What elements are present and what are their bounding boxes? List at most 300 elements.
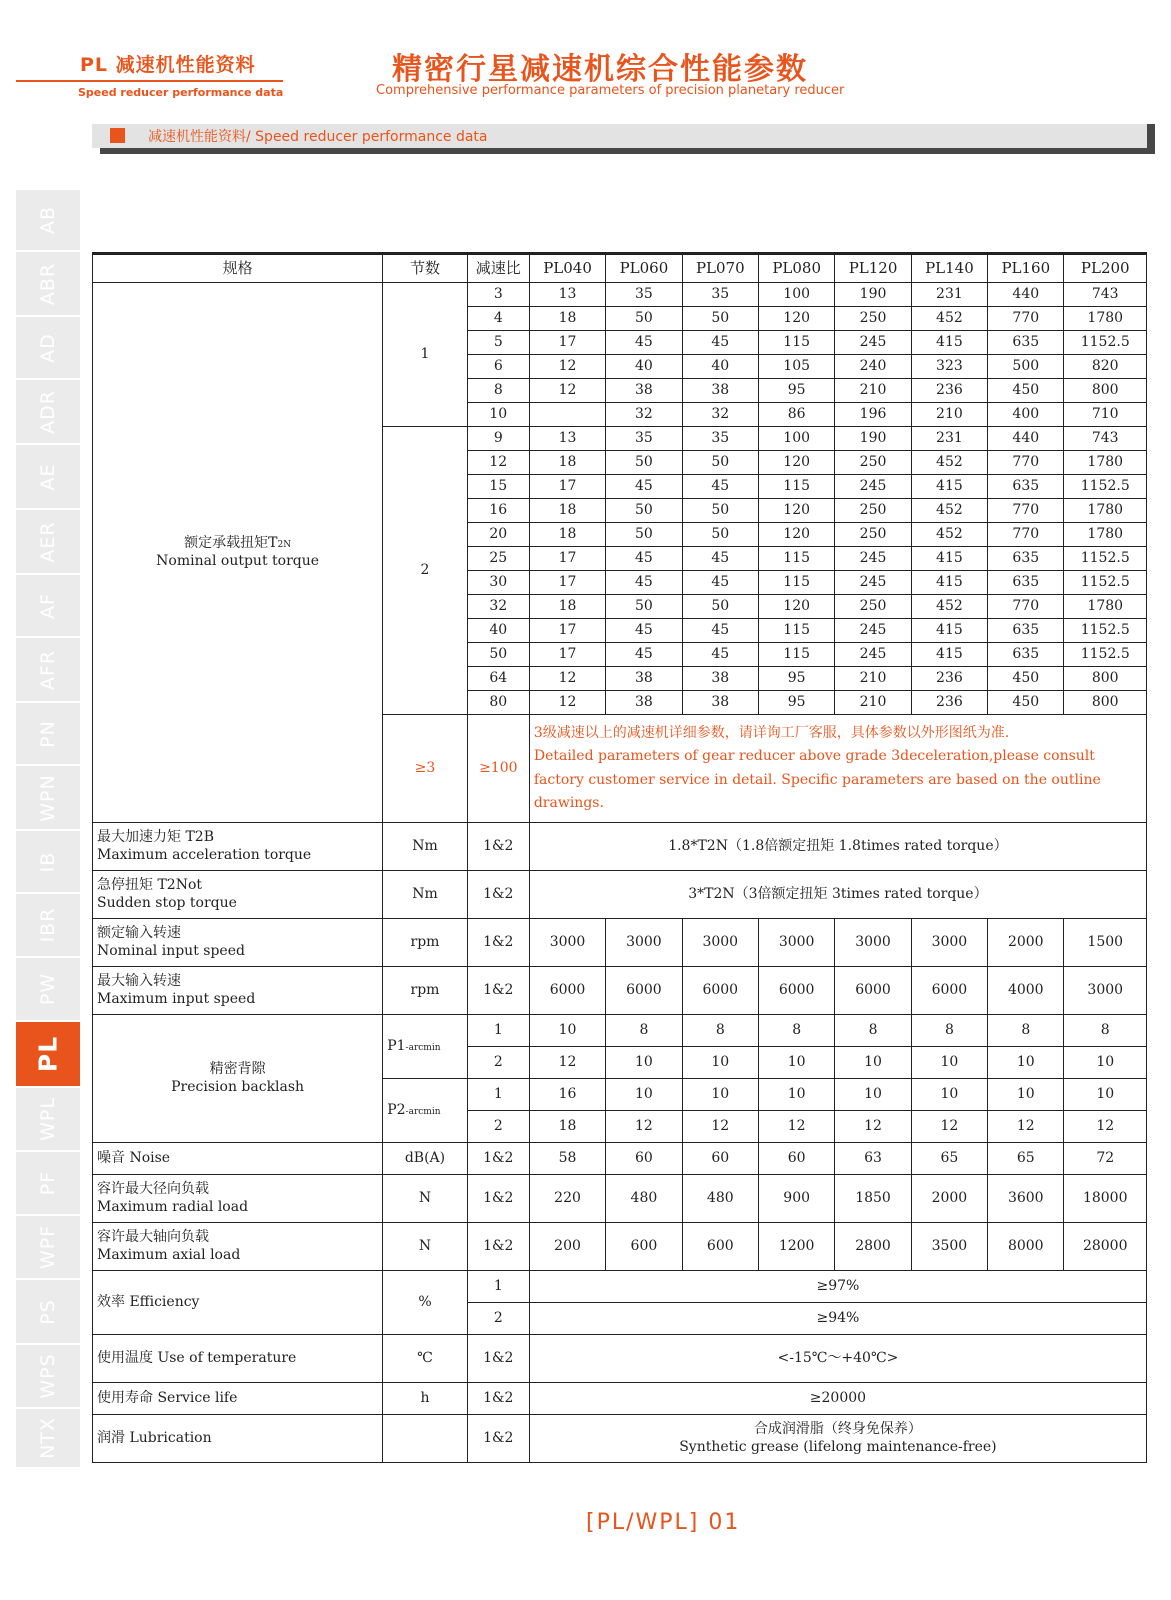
side-tab-ab[interactable] (16, 190, 80, 252)
speed-value: 1500 (1064, 919, 1147, 967)
speed-value: 6000 (606, 967, 682, 1015)
noise-value: 65 (911, 1143, 987, 1175)
load-value: 900 (758, 1175, 834, 1223)
ratio-cell: 5 (467, 331, 529, 355)
side-tab-ad[interactable] (16, 317, 80, 380)
side-tab-label: NTX (37, 1417, 59, 1459)
torque-value: 18 (529, 499, 605, 523)
stage-cell: 1&2 (467, 1383, 529, 1415)
torque-value: 743 (1064, 427, 1147, 451)
row-label (93, 823, 383, 871)
side-tab-pl[interactable] (16, 1022, 80, 1088)
speed-value: 2000 (988, 919, 1064, 967)
load-value: 28000 (1064, 1223, 1147, 1271)
stage-cell: 1&2 (467, 1223, 529, 1271)
backlash-value: 12 (988, 1111, 1064, 1143)
torque-value: 245 (835, 475, 911, 499)
speed-value: 3000 (606, 919, 682, 967)
noise-value: 72 (1064, 1143, 1147, 1175)
torque-value: 18 (529, 595, 605, 619)
torque-value: 450 (988, 379, 1064, 403)
table-row (93, 283, 1147, 307)
stage-cell: 2 (467, 1111, 529, 1143)
table-row (93, 1335, 1147, 1383)
header-model: PL080 (758, 254, 834, 283)
torque-value: 50 (606, 451, 682, 475)
side-tab-label: AFR (37, 649, 59, 690)
torque-value: 50 (682, 523, 758, 547)
stage-cell: 2 (383, 427, 468, 715)
noise-label: 噪音 Noise (93, 1143, 383, 1175)
side-tab-abr[interactable] (16, 252, 80, 317)
side-tab-wpn[interactable] (16, 766, 80, 831)
stage-cell: 1&2 (467, 919, 529, 967)
torque-value: 210 (911, 403, 987, 427)
speed-value: 6000 (758, 967, 834, 1015)
torque-value: 190 (835, 427, 911, 451)
backlash-value: 10 (606, 1047, 682, 1079)
header-spec: 规格 (93, 254, 383, 283)
speed-value: 3000 (835, 919, 911, 967)
side-tab-wpf[interactable] (16, 1216, 80, 1280)
backlash-value: 18 (529, 1111, 605, 1143)
torque-value: 452 (911, 523, 987, 547)
row-label-cn: 急停扭矩 T2Not (97, 877, 202, 893)
load-value: 600 (682, 1223, 758, 1271)
speed-value: 3000 (758, 919, 834, 967)
efficiency-label: 效率 Efficiency (93, 1271, 383, 1335)
side-tab-pn[interactable] (16, 703, 80, 766)
table-row (93, 1175, 1147, 1223)
side-tab-label: AF (37, 592, 59, 619)
torque-value: 38 (682, 691, 758, 715)
torque-value: 743 (1064, 283, 1147, 307)
torque-value: 86 (758, 403, 834, 427)
torque-value: 770 (988, 307, 1064, 331)
side-tab-label: AE (37, 462, 59, 491)
load-value: 220 (529, 1175, 605, 1223)
torque-value: 95 (758, 379, 834, 403)
ratio-cell: 64 (467, 667, 529, 691)
torque-value: 12 (529, 379, 605, 403)
torque-value: 17 (529, 643, 605, 667)
torque-value: 45 (682, 643, 758, 667)
lubrication-value (529, 1415, 1146, 1463)
torque-value: 245 (835, 331, 911, 355)
unit-cell: ℃ (383, 1335, 468, 1383)
torque-value: 250 (835, 307, 911, 331)
torque-value: 800 (1064, 379, 1147, 403)
side-tab-label: WPN (37, 773, 59, 822)
unit-cell: Nm (383, 823, 468, 871)
backlash-value: 12 (606, 1111, 682, 1143)
side-tab-ib[interactable] (16, 831, 80, 894)
torque-value: 415 (911, 331, 987, 355)
section-bar-shadow (100, 148, 1155, 154)
row-label-cn: 最大输入转速 (97, 973, 181, 989)
section-bar-edge (1147, 124, 1155, 154)
side-tab-label: IBR (37, 907, 59, 943)
ratio-cell: 25 (467, 547, 529, 571)
torque-value: 115 (758, 475, 834, 499)
unit-cell: N (383, 1223, 468, 1271)
speed-value: 6000 (835, 967, 911, 1015)
torque-value: 635 (988, 331, 1064, 355)
torque-value: 13 (529, 283, 605, 307)
load-value: 200 (529, 1223, 605, 1271)
unit-cell: % (383, 1271, 468, 1335)
backlash-value: 12 (682, 1111, 758, 1143)
torque-value: 45 (682, 331, 758, 355)
side-tab-label: PW (37, 972, 59, 1006)
torque-value: 50 (682, 499, 758, 523)
side-tab-label: WPF (37, 1224, 59, 1270)
torque-value: 250 (835, 595, 911, 619)
torque-value: 231 (911, 283, 987, 307)
backlash-grade-label: P1 (387, 1037, 406, 1054)
backlash-value: 10 (988, 1047, 1064, 1079)
torque-value: 13 (529, 427, 605, 451)
torque-value: 45 (606, 643, 682, 667)
backlash-value: 8 (682, 1015, 758, 1047)
backlash-value: 10 (758, 1079, 834, 1111)
torque-value: 1152.5 (1064, 643, 1147, 667)
row-label-cn: 容许最大径向负载 (97, 1181, 209, 1197)
torque-value: 250 (835, 499, 911, 523)
row-label-en: Nominal input speed (97, 942, 245, 959)
torque-value: 32 (682, 403, 758, 427)
backlash-value: 8 (988, 1015, 1064, 1047)
speed-value: 3000 (1064, 967, 1147, 1015)
stage-cell: 1&2 (467, 1175, 529, 1223)
backlash-value: 12 (835, 1111, 911, 1143)
torque-value: 12 (529, 691, 605, 715)
row-label (93, 1223, 383, 1271)
torque-value: 770 (988, 451, 1064, 475)
header-model: PL160 (988, 254, 1064, 283)
backlash-value: 10 (835, 1079, 911, 1111)
ratio-cell: 3 (467, 283, 529, 307)
unit-cell (383, 1415, 468, 1463)
torque-value: 17 (529, 475, 605, 499)
backlash-value: 8 (1064, 1015, 1147, 1047)
torque-value: 452 (911, 595, 987, 619)
stage3-note (529, 715, 1146, 823)
noise-value: 60 (682, 1143, 758, 1175)
speed-value: 3000 (911, 919, 987, 967)
backlash-label-cn: 精密背隙 (209, 1061, 266, 1077)
torque-value: 1152.5 (1064, 571, 1147, 595)
torque-value: 236 (911, 379, 987, 403)
table-row (93, 871, 1147, 919)
speed-value: 6000 (529, 967, 605, 1015)
unit-cell: rpm (383, 919, 468, 967)
unit-cell: N (383, 1175, 468, 1223)
backlash-unit: -arcmin (405, 1106, 441, 1117)
load-value: 3500 (911, 1223, 987, 1271)
ratio-cell: 50 (467, 643, 529, 667)
value-cell: 3*T2N（3倍额定扭矩 3times rated torque） (529, 871, 1146, 919)
speed-value: 4000 (988, 967, 1064, 1015)
stage3-stage: ≥3 (383, 715, 468, 823)
torque-value: 1152.5 (1064, 547, 1147, 571)
side-tab-label: AER (37, 520, 59, 563)
backlash-value: 10 (1064, 1079, 1147, 1111)
speed-value: 6000 (682, 967, 758, 1015)
torque-value: 1780 (1064, 595, 1147, 619)
row-label (93, 919, 383, 967)
load-value: 480 (606, 1175, 682, 1223)
backlash-value: 8 (758, 1015, 834, 1047)
side-tab-label: WPS (37, 1353, 59, 1399)
load-value: 18000 (1064, 1175, 1147, 1223)
torque-label-sub: 2N (277, 540, 292, 550)
side-tab-wps[interactable] (16, 1345, 80, 1409)
stage-cell: 1&2 (467, 1335, 529, 1383)
service-life-value: ≥20000 (529, 1383, 1146, 1415)
side-tab-af[interactable] (16, 575, 80, 638)
torque-value: 1152.5 (1064, 475, 1147, 499)
torque-value: 115 (758, 643, 834, 667)
side-tab-ae[interactable] (16, 445, 80, 510)
side-tab-ibr[interactable] (16, 894, 80, 958)
torque-value: 236 (911, 667, 987, 691)
torque-value: 210 (835, 379, 911, 403)
torque-value: 38 (606, 691, 682, 715)
backlash-value: 12 (911, 1111, 987, 1143)
torque-value: 323 (911, 355, 987, 379)
efficiency-value: ≥94% (529, 1303, 1146, 1335)
torque-value: 415 (911, 619, 987, 643)
torque-value: 38 (682, 379, 758, 403)
stage-cell: 1&2 (467, 1143, 529, 1175)
torque-value: 45 (682, 547, 758, 571)
header-model: PL140 (911, 254, 987, 283)
backlash-grade-label: P2 (387, 1101, 406, 1118)
ratio-cell: 40 (467, 619, 529, 643)
backlash-value: 8 (911, 1015, 987, 1047)
noise-value: 65 (988, 1143, 1064, 1175)
torque-value: 1780 (1064, 451, 1147, 475)
side-tab-pw[interactable] (16, 958, 80, 1022)
torque-value: 17 (529, 331, 605, 355)
torque-value: 45 (682, 571, 758, 595)
side-tab-pf[interactable] (16, 1152, 80, 1216)
row-label-en: Maximum input speed (97, 990, 256, 1007)
torque-value: 35 (682, 427, 758, 451)
side-tab-label: ABR (37, 262, 59, 305)
efficiency-value: ≥97% (529, 1271, 1146, 1303)
torque-value: 770 (988, 523, 1064, 547)
side-tab-adr[interactable] (16, 380, 80, 445)
stage-cell: 1&2 (467, 871, 529, 919)
load-value: 3600 (988, 1175, 1064, 1223)
torque-value: 820 (1064, 355, 1147, 379)
noise-value: 63 (835, 1143, 911, 1175)
torque-value: 120 (758, 451, 834, 475)
backlash-value: 10 (682, 1079, 758, 1111)
torque-value: 17 (529, 571, 605, 595)
table-row (93, 1015, 1147, 1047)
torque-value: 415 (911, 571, 987, 595)
torque-value: 800 (1064, 667, 1147, 691)
torque-value: 210 (835, 667, 911, 691)
section-marker-icon (110, 128, 125, 143)
load-value: 8000 (988, 1223, 1064, 1271)
torque-value: 18 (529, 523, 605, 547)
noise-value: 58 (529, 1143, 605, 1175)
page-subtitle: Comprehensive performance parameters of precision planetary reducer (376, 83, 845, 98)
ratio-cell: 80 (467, 691, 529, 715)
row-label-en: Maximum acceleration torque (97, 846, 312, 863)
ratio-cell: 9 (467, 427, 529, 451)
torque-value: 635 (988, 547, 1064, 571)
torque-value: 17 (529, 547, 605, 571)
torque-value: 120 (758, 499, 834, 523)
stage-cell: 2 (467, 1047, 529, 1079)
torque-value: 635 (988, 571, 1064, 595)
torque-value: 50 (682, 307, 758, 331)
side-tab-label: PL (33, 1035, 63, 1073)
load-value: 1200 (758, 1223, 834, 1271)
value-cell: 1.8*T2N（1.8倍额定扭矩 1.8times rated torque） (529, 823, 1146, 871)
torque-value: 415 (911, 643, 987, 667)
side-tab-label: AD (37, 332, 59, 363)
page-title: 精密行星减速机综合性能参数 (392, 52, 808, 87)
torque-label-en: Nominal output torque (156, 552, 320, 569)
header-model: PL040 (529, 254, 605, 283)
torque-value: 245 (835, 619, 911, 643)
ratio-cell: 10 (467, 403, 529, 427)
stage-cell: 1&2 (467, 1415, 529, 1463)
stage-cell: 1 (467, 1271, 529, 1303)
lubrication-value-cn: 合成润滑脂（终身免保养） (753, 1421, 922, 1437)
side-tab-label: ADR (37, 389, 59, 434)
torque-value: 105 (758, 355, 834, 379)
row-label (93, 1175, 383, 1223)
torque-value: 1780 (1064, 499, 1147, 523)
backlash-label (93, 1015, 383, 1143)
backlash-value: 12 (758, 1111, 834, 1143)
stage-cell: 2 (467, 1303, 529, 1335)
ratio-cell: 8 (467, 379, 529, 403)
torque-value: 50 (606, 523, 682, 547)
ratio-cell: 4 (467, 307, 529, 331)
torque-value: 40 (682, 355, 758, 379)
load-value: 2800 (835, 1223, 911, 1271)
side-tab-aer[interactable] (16, 510, 80, 575)
backlash-value: 10 (758, 1047, 834, 1079)
torque-value (529, 403, 605, 427)
torque-value: 45 (606, 571, 682, 595)
row-label-cn: 最大加速力矩 T2B (97, 829, 214, 845)
table-row (93, 1143, 1147, 1175)
row-label-en: Maximum radial load (97, 1198, 249, 1215)
page-number: [PL/WPL] 01 (586, 1510, 741, 1535)
side-tab-afr[interactable] (16, 638, 80, 703)
ratio-cell: 30 (467, 571, 529, 595)
torque-value: 450 (988, 691, 1064, 715)
torque-value: 635 (988, 475, 1064, 499)
torque-value: 115 (758, 571, 834, 595)
torque-value: 120 (758, 523, 834, 547)
table-header-row (93, 254, 1147, 283)
torque-value: 50 (606, 307, 682, 331)
side-tab-wpl[interactable] (16, 1088, 80, 1152)
load-value: 1850 (835, 1175, 911, 1223)
torque-value: 115 (758, 619, 834, 643)
torque-value: 38 (606, 379, 682, 403)
ratio-cell: 12 (467, 451, 529, 475)
stage3-note-en: Detailed parameters of gear reducer above grade 3deceleration,please consult factory customer service in detail. Specific parameters are based on the outline drawings. (533, 748, 1101, 811)
temperature-value: <-15℃～+40℃> (529, 1335, 1146, 1383)
torque-value: 210 (835, 691, 911, 715)
header-model: PL060 (606, 254, 682, 283)
row-label-en: Maximum axial load (97, 1246, 241, 1263)
side-tab-ntx[interactable] (16, 1409, 80, 1469)
section-title: PL 减速机性能资料 (80, 54, 256, 76)
torque-value: 35 (682, 283, 758, 307)
side-tab-label: PS (37, 1298, 59, 1325)
torque-value: 415 (911, 547, 987, 571)
torque-value: 50 (682, 595, 758, 619)
backlash-value: 12 (529, 1047, 605, 1079)
row-label (93, 967, 383, 1015)
stage-cell: 1 (467, 1079, 529, 1111)
torque-value: 50 (682, 451, 758, 475)
torque-value: 800 (1064, 691, 1147, 715)
torque-value: 12 (529, 667, 605, 691)
torque-value: 245 (835, 547, 911, 571)
torque-value: 35 (606, 283, 682, 307)
torque-value: 40 (606, 355, 682, 379)
torque-value: 240 (835, 355, 911, 379)
torque-value: 452 (911, 307, 987, 331)
torque-value: 32 (606, 403, 682, 427)
backlash-value: 10 (988, 1079, 1064, 1111)
torque-value: 35 (606, 427, 682, 451)
torque-value: 120 (758, 595, 834, 619)
stage-cell: 1&2 (467, 967, 529, 1015)
header-ratio: 减速比 (467, 254, 529, 283)
load-value: 2000 (911, 1175, 987, 1223)
noise-value: 60 (606, 1143, 682, 1175)
ratio-cell: 15 (467, 475, 529, 499)
torque-value: 635 (988, 643, 1064, 667)
stage-cell: 1 (467, 1015, 529, 1047)
unit-cell: dB(A) (383, 1143, 468, 1175)
speed-value: 6000 (911, 967, 987, 1015)
side-tab-ps[interactable] (16, 1280, 80, 1345)
unit-cell: h (383, 1383, 468, 1415)
torque-value: 17 (529, 619, 605, 643)
torque-value: 18 (529, 307, 605, 331)
torque-value: 236 (911, 691, 987, 715)
ratio-cell: 16 (467, 499, 529, 523)
side-tab-label: PF (37, 1170, 59, 1196)
torque-value: 231 (911, 427, 987, 451)
torque-value: 1780 (1064, 307, 1147, 331)
table-row (93, 1271, 1147, 1303)
row-label-cn: 容许最大轴向负载 (97, 1229, 209, 1245)
row-label (93, 871, 383, 919)
backlash-value: 10 (682, 1047, 758, 1079)
torque-value: 100 (758, 427, 834, 451)
backlash-unit: -arcmin (405, 1042, 441, 1053)
torque-value: 400 (988, 403, 1064, 427)
torque-value: 250 (835, 523, 911, 547)
noise-value: 60 (758, 1143, 834, 1175)
